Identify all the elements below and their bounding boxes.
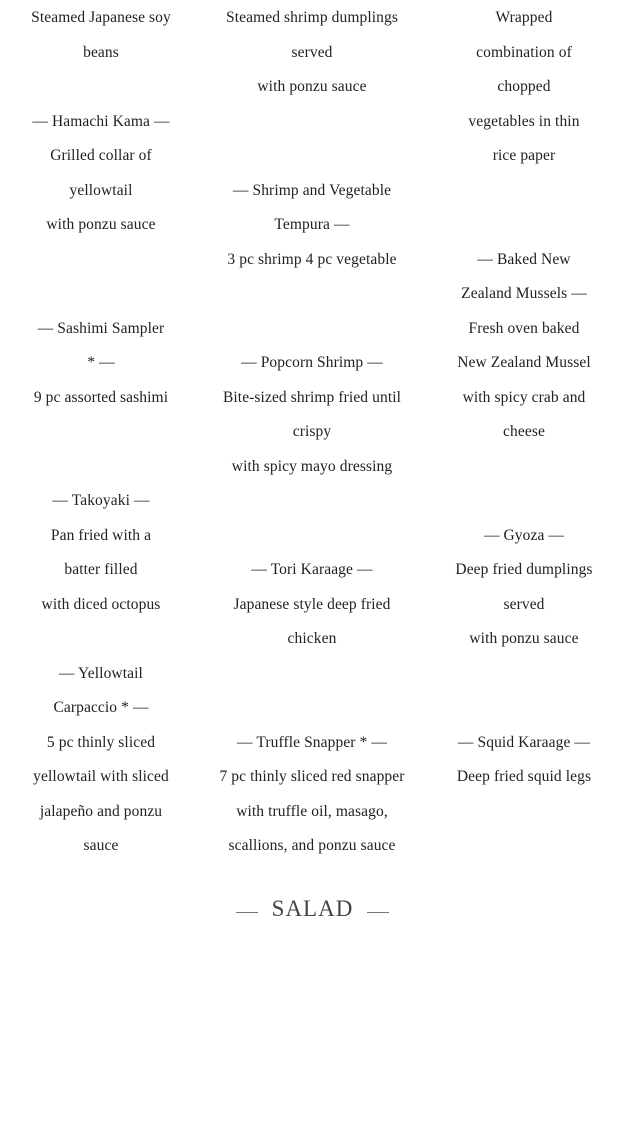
divider-left: [236, 912, 258, 913]
menu-item-description: yellowtail with sliced: [33, 768, 169, 785]
menu-item-description: jalapeño and ponzu: [39, 802, 163, 820]
menu-item-shrimp-vegetable-tempura: [207, 174, 417, 278]
divider-right: [367, 912, 389, 913]
menu-item-squid-karaage: [442, 726, 606, 795]
menu-item-name: — Takoyaki —: [52, 492, 150, 509]
menu-column-1: [18, 1, 184, 864]
menu-item-description: chicken: [287, 630, 337, 647]
menu-item-description: Fresh oven baked: [468, 319, 580, 337]
menu-item-description: yellowtail: [69, 181, 133, 199]
menu-item-description: 3 pc shrimp 4 pc vegetable: [227, 250, 397, 268]
menu-item-description: Deep fried dumplings: [455, 561, 593, 578]
menu-item-description: scallions, and ponzu sauce: [228, 837, 396, 854]
menu-item-description: Bite-sized shrimp fried until: [222, 388, 402, 406]
menu-item-description: with ponzu sauce: [257, 78, 367, 95]
menu-item-name: * —: [87, 354, 115, 371]
menu-item-description: 7 pc thinly sliced red snapper: [219, 768, 405, 785]
menu-item-name: — Shrimp and Vegetable: [232, 181, 392, 199]
section-title: SALAD: [271, 896, 354, 921]
menu-item-description: combination of: [476, 43, 572, 61]
menu-item-description: with diced octopus: [41, 595, 161, 613]
menu-item-name: — Gyoza —: [483, 526, 565, 544]
menu-item-name: — Baked New: [477, 250, 571, 268]
menu-item-name: — Squid Karaage —: [457, 733, 591, 751]
menu-item-description: with spicy crab and: [462, 388, 586, 406]
menu-item-name: — Yellowtail: [59, 664, 143, 682]
menu-item-name: — Popcorn Shrimp —: [241, 354, 383, 371]
menu-item-description: Pan fried with a: [50, 526, 152, 544]
menu-item-tori-karaage: [207, 553, 417, 657]
menu-item-description: beans: [83, 43, 119, 61]
menu-item-description: with truffle oil, masago,: [236, 802, 388, 820]
menu-item-takoyaki: [18, 484, 184, 622]
menu-item-description: cheese: [503, 423, 545, 440]
menu-item-description: chopped: [497, 78, 551, 95]
menu-item-shumai: [207, 1, 417, 105]
menu-item-truffle-snapper: [207, 726, 417, 864]
menu-item-description: 5 pc thinly sliced: [46, 733, 156, 751]
menu-item-description: Grilled collar of: [50, 147, 152, 164]
menu-item-gyoza: [442, 519, 606, 657]
menu-item-description: vegetables in thin: [468, 112, 580, 130]
menu-item-name: — Sashimi Sampler: [37, 319, 165, 337]
menu-item-description: served: [503, 595, 545, 613]
menu-item-sashimi-sampler: [18, 312, 184, 416]
menu-item-description: with spicy mayo dressing: [231, 457, 393, 475]
menu-item-name: — Tori Karaage —: [251, 561, 373, 578]
menu-item-description: Steamed shrimp dumplings: [225, 9, 399, 26]
menu-item-description: served: [291, 43, 333, 61]
menu-item-description: New Zealand Mussel: [457, 354, 591, 371]
menu-item-description: crispy: [292, 423, 332, 440]
section-header-salad: [0, 896, 625, 922]
menu-item-edamame: [18, 1, 184, 70]
menu-item-name: Carpaccio * —: [53, 699, 149, 716]
menu-item-description: rice paper: [492, 147, 556, 164]
menu-item-yellowtail-carpaccio: [18, 657, 184, 864]
menu-item-description: Steamed Japanese soy: [31, 9, 171, 26]
menu-item-description: sauce: [83, 837, 119, 854]
menu-item-description: 9 pc assorted sashimi: [33, 388, 169, 406]
menu-column-2: [207, 1, 417, 864]
menu-item-popcorn-shrimp: [207, 346, 417, 484]
menu-item-name: Zealand Mussels —: [461, 285, 587, 302]
menu-item-name: — Hamachi Kama —: [32, 112, 170, 130]
menu-item-name: Tempura —: [274, 216, 350, 233]
menu-item-description: with ponzu sauce: [46, 216, 156, 233]
menu-item-description: with ponzu sauce: [469, 630, 579, 647]
menu-item-hamachi-kama: [18, 105, 184, 243]
menu-item-description: batter filled: [64, 561, 138, 578]
menu-column-3: [442, 1, 606, 795]
menu-item-name: — Truffle Snapper * —: [237, 733, 387, 751]
menu-item-baked-mussels: [442, 243, 606, 450]
menu-item-description: Deep fried squid legs: [456, 768, 592, 785]
menu-item-spring-roll: [442, 1, 606, 174]
menu-item-description: Wrapped: [495, 9, 553, 26]
menu-item-description: Japanese style deep fried: [233, 595, 391, 613]
